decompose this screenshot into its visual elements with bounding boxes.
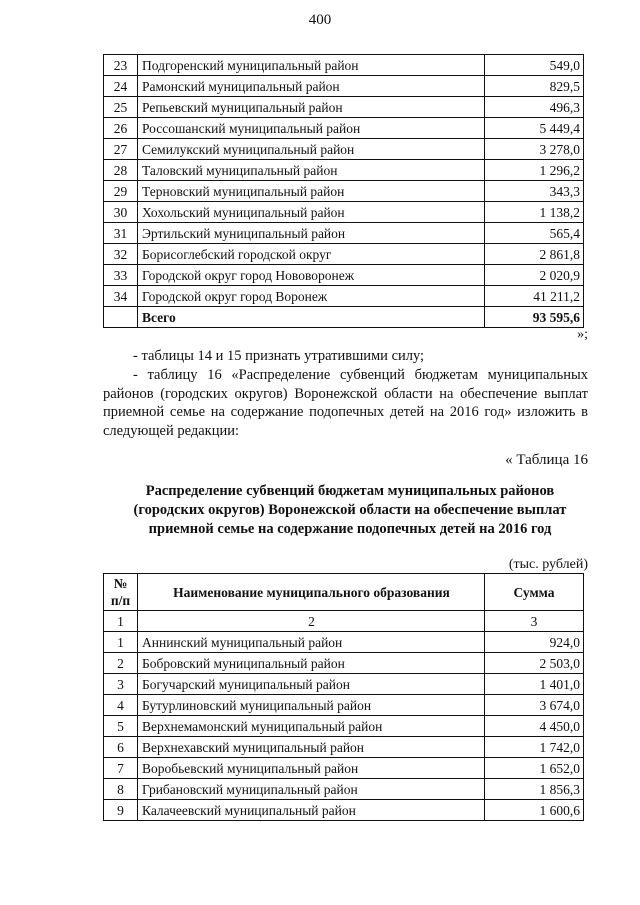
row-sum: 829,5 xyxy=(485,76,584,97)
row-number: 8 xyxy=(104,779,138,800)
row-name: Бобровский муниципальный район xyxy=(138,653,485,674)
table-16-label: « Таблица 16 xyxy=(505,452,588,468)
row-name: Борисоглебский городской округ xyxy=(138,244,485,265)
row-number: 32 xyxy=(104,244,138,265)
closing-quote: »; xyxy=(577,327,588,342)
table-row xyxy=(104,286,584,307)
header-num: № п/п xyxy=(104,574,138,611)
row-name: Богучарский муниципальный район xyxy=(138,674,485,695)
index-col-1: 1 xyxy=(104,611,138,632)
table-row xyxy=(104,244,584,265)
table-row xyxy=(104,737,584,758)
row-sum: 5 449,4 xyxy=(485,118,584,139)
table-row xyxy=(104,695,584,716)
row-sum: 2 503,0 xyxy=(485,653,584,674)
row-number: 6 xyxy=(104,737,138,758)
table-16-heading: Распределение субвенций бюджетам муниципальных районов (городских округов) Воронежской области на обеспечение выплат приемной семье на содержание подопечных детей на 2016 год xyxy=(133,483,567,537)
row-sum: 1 742,0 xyxy=(485,737,584,758)
row-name: Рамонский муниципальный район xyxy=(138,76,485,97)
row-name: Воробьевский муниципальный район xyxy=(138,758,485,779)
distribution-table-continued xyxy=(103,54,584,328)
table-16-header-row xyxy=(104,574,584,611)
row-name: Калачеевский муниципальный район xyxy=(138,800,485,821)
row-sum: 1 401,0 xyxy=(485,674,584,695)
row-sum: 924,0 xyxy=(485,632,584,653)
row-sum: 3 674,0 xyxy=(485,695,584,716)
row-sum: 2 861,8 xyxy=(485,244,584,265)
table-row xyxy=(104,265,584,286)
header-name: Наименование муниципального образования xyxy=(138,574,485,611)
row-sum: 2 020,9 xyxy=(485,265,584,286)
total-row xyxy=(104,307,584,328)
paragraph-table-16: - таблицу 16 «Распределение субвенций бюджетам муниципальных районов (городских округов) Воронежской области на обеспечение выплат приемной семье на содержание подопечных детей на 2016 год» изложить в следующей редакции: xyxy=(103,367,588,439)
row-name: Хохольский муниципальный район xyxy=(138,202,485,223)
row-number: 24 xyxy=(104,76,138,97)
table-row xyxy=(104,202,584,223)
table-row xyxy=(104,139,584,160)
row-sum: 1 296,2 xyxy=(485,160,584,181)
row-name: Бутурлиновский муниципальный район xyxy=(138,695,485,716)
row-sum: 3 278,0 xyxy=(485,139,584,160)
row-name: Подгоренский муниципальный район xyxy=(138,55,485,76)
row-name: Верхнехавский муниципальный район xyxy=(138,737,485,758)
table-16 xyxy=(103,573,584,821)
row-sum: 41 211,2 xyxy=(485,286,584,307)
row-name: Грибановский муниципальный район xyxy=(138,779,485,800)
row-number: 29 xyxy=(104,181,138,202)
table-row xyxy=(104,181,584,202)
table-row xyxy=(104,779,584,800)
row-name: Терновский муниципальный район xyxy=(138,181,485,202)
row-number: 5 xyxy=(104,716,138,737)
row-name: Репьевский муниципальный район xyxy=(138,97,485,118)
row-sum: 1 600,6 xyxy=(485,800,584,821)
table-row xyxy=(104,160,584,181)
row-number: 2 xyxy=(104,653,138,674)
index-col-3: 3 xyxy=(485,611,584,632)
row-number: 23 xyxy=(104,55,138,76)
row-number: 30 xyxy=(104,202,138,223)
row-sum: 343,3 xyxy=(485,181,584,202)
table-row xyxy=(104,223,584,244)
row-name: Аннинский муниципальный район xyxy=(138,632,485,653)
row-name: Эртильский муниципальный район xyxy=(138,223,485,244)
table-row xyxy=(104,716,584,737)
index-col-2: 2 xyxy=(138,611,485,632)
table-16-index-row xyxy=(104,611,584,632)
header-sum: Сумма xyxy=(485,574,584,611)
row-number: 31 xyxy=(104,223,138,244)
row-number: 9 xyxy=(104,800,138,821)
table-row xyxy=(104,632,584,653)
table-row xyxy=(104,118,584,139)
row-number: 26 xyxy=(104,118,138,139)
table-row xyxy=(104,55,584,76)
total-num xyxy=(104,307,138,328)
row-name: Верхнемамонский муниципальный район xyxy=(138,716,485,737)
row-sum: 1 856,3 xyxy=(485,779,584,800)
table-row xyxy=(104,76,584,97)
row-number: 28 xyxy=(104,160,138,181)
row-name: Таловский муниципальный район xyxy=(138,160,485,181)
table-row xyxy=(104,653,584,674)
row-number: 33 xyxy=(104,265,138,286)
row-name: Россошанский муниципальный район xyxy=(138,118,485,139)
row-number: 1 xyxy=(104,632,138,653)
page-number: 400 xyxy=(308,12,332,28)
row-number: 27 xyxy=(104,139,138,160)
row-number: 7 xyxy=(104,758,138,779)
row-sum: 565,4 xyxy=(485,223,584,244)
paragraph-tables-14-15: - таблицы 14 и 15 признать утратившими силу; xyxy=(133,348,425,364)
unit-note: (тыс. рублей) xyxy=(508,557,588,572)
row-sum: 549,0 xyxy=(485,55,584,76)
row-sum: 496,3 xyxy=(485,97,584,118)
row-number: 3 xyxy=(104,674,138,695)
row-sum: 4 450,0 xyxy=(485,716,584,737)
row-name: Городской округ город Воронеж xyxy=(138,286,485,307)
row-name: Городской округ город Нововоронеж xyxy=(138,265,485,286)
total-sum: 93 595,6 xyxy=(485,307,584,328)
table-row xyxy=(104,758,584,779)
table-row xyxy=(104,97,584,118)
row-number: 4 xyxy=(104,695,138,716)
row-sum: 1 138,2 xyxy=(485,202,584,223)
row-sum: 1 652,0 xyxy=(485,758,584,779)
row-name: Семилукский муниципальный район xyxy=(138,139,485,160)
table-row xyxy=(104,800,584,821)
table-row xyxy=(104,674,584,695)
total-label: Всего xyxy=(138,307,485,328)
row-number: 25 xyxy=(104,97,138,118)
row-number: 34 xyxy=(104,286,138,307)
